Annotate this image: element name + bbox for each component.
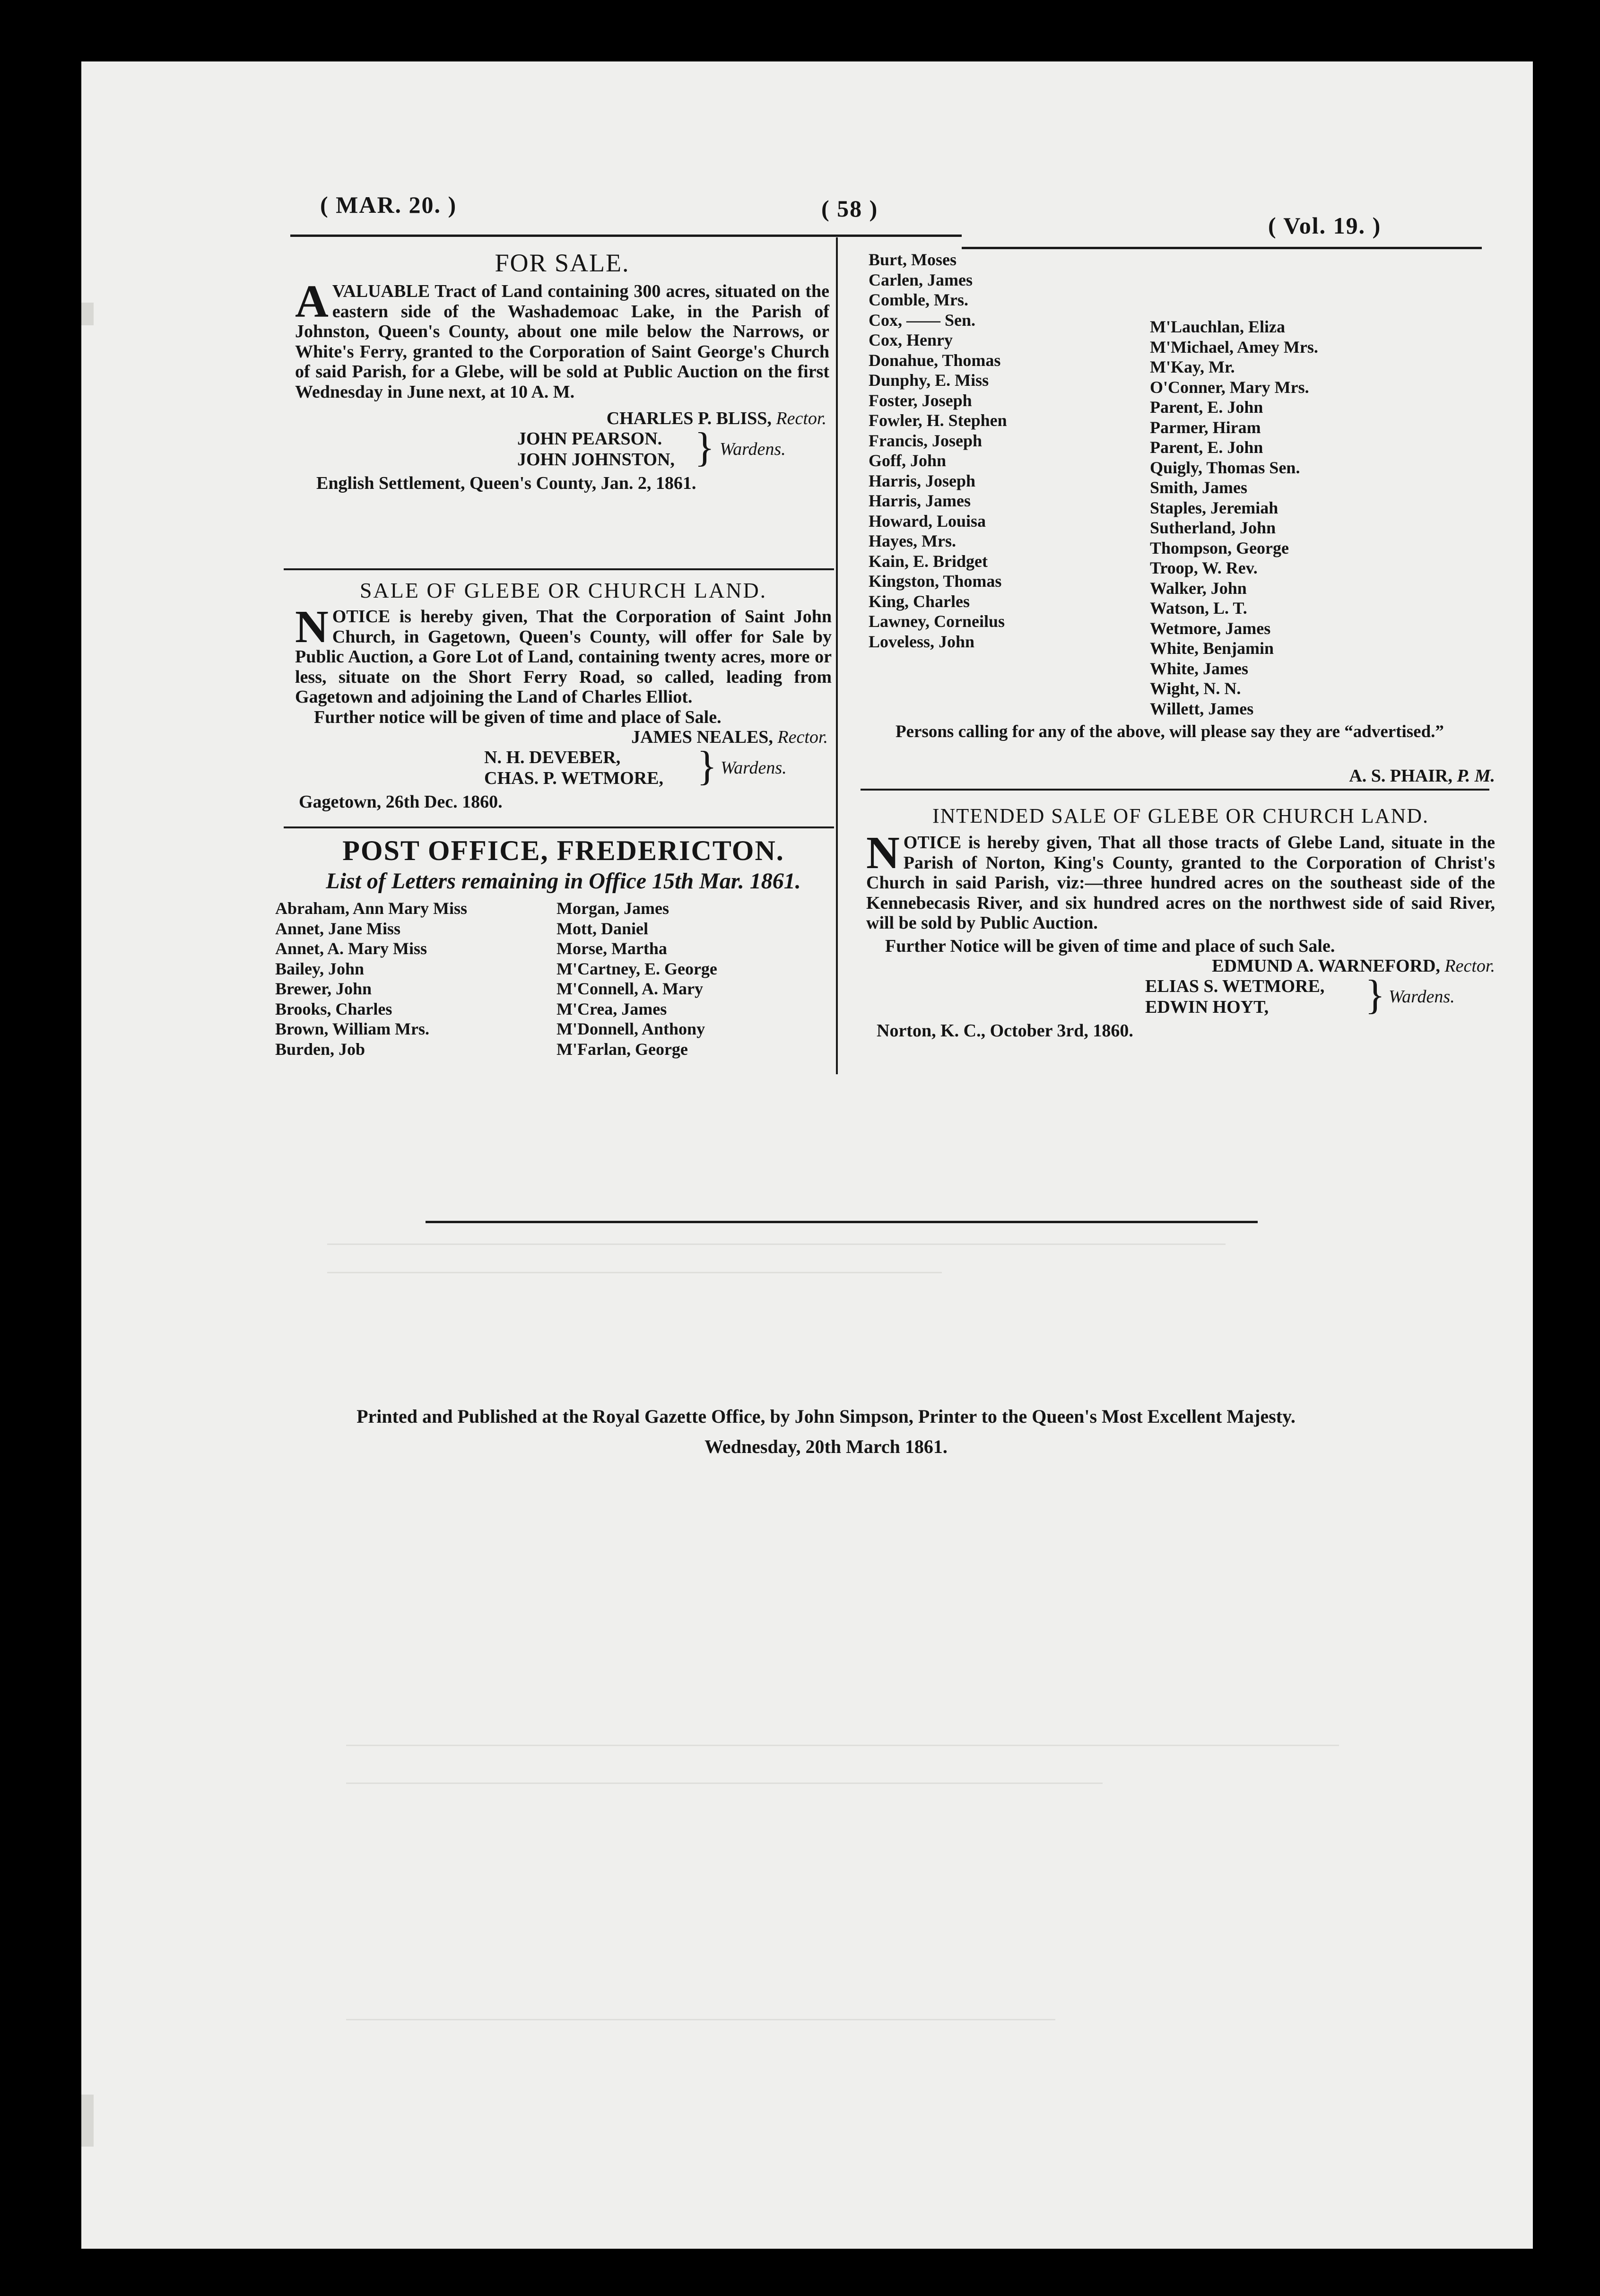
list-item: Brown, William Mrs. bbox=[275, 1019, 430, 1038]
for-sale-text: VALUABLE Tract of Land containing 300 acres, situated on the eastern side of the Washademoac Lake, in the Parish of Johnston, Queen's County, about one mile below the Narrows, or White's Ferry, granted to the Corporation of Saint George's Church of said Parish, for a Glebe, will be sold at Public Auction on the first Wednesday in June next, at 10 A. M. bbox=[295, 281, 829, 402]
list-item: Francis, Joseph bbox=[869, 431, 983, 450]
list-item: Annet, Jane Miss bbox=[275, 919, 401, 938]
list-item: Troop, W. Rev. bbox=[1150, 558, 1258, 577]
warden-name: N. H. DEVEBER, bbox=[484, 748, 621, 767]
glebe-sale-body bbox=[295, 601, 832, 707]
glebe-sale-further: Further notice will be given of time and place of Sale. bbox=[314, 707, 722, 727]
list-item: M'Connell, A. Mary bbox=[557, 979, 703, 998]
drop-cap: N bbox=[295, 601, 329, 652]
wardens-label: Wardens. bbox=[721, 758, 787, 778]
wardens-label: Wardens. bbox=[1389, 987, 1455, 1007]
list-item: Kain, E. Bridget bbox=[869, 551, 988, 571]
list-item: Parent, E. John bbox=[1150, 438, 1263, 457]
for-sale-body bbox=[295, 276, 829, 402]
intended-sale-place-date: Norton, K. C., October 3rd, 1860. bbox=[877, 1021, 1133, 1041]
volume-number: ( Vol. 19. ) bbox=[1268, 212, 1382, 239]
gazette-page bbox=[81, 61, 1533, 2249]
for-sale-rector bbox=[295, 409, 829, 429]
list-item: Comble, Mrs. bbox=[869, 290, 968, 309]
list-item: Walker, John bbox=[1150, 578, 1247, 598]
list-item: Brooks, Charles bbox=[275, 999, 392, 1018]
list-item: Brewer, John bbox=[275, 979, 372, 998]
rector-name: CHARLES P. BLISS, bbox=[606, 409, 772, 428]
list-item: Willett, James bbox=[1150, 699, 1254, 718]
glebe-sale-title: SALE OF GLEBE OR CHURCH LAND. bbox=[359, 578, 767, 602]
section-rule bbox=[284, 826, 834, 828]
list-item: Donahue, Thomas bbox=[869, 350, 1001, 370]
list-item: Burt, Moses bbox=[869, 250, 957, 269]
for-sale-wardens bbox=[295, 425, 829, 470]
list-item: Sutherland, John bbox=[1150, 518, 1276, 537]
list-item: Cox, —— Sen. bbox=[869, 310, 976, 330]
brace-glyph: } bbox=[695, 425, 715, 470]
list-item: Wetmore, James bbox=[1150, 618, 1271, 638]
list-item: Wight, N. N. bbox=[1150, 679, 1241, 698]
postmaster-signature bbox=[1169, 766, 1495, 786]
page-number: ( 58 ) bbox=[821, 195, 878, 222]
list-item: White, Benjamin bbox=[1150, 639, 1274, 658]
for-sale-title: FOR SALE. bbox=[495, 249, 630, 277]
intended-sale-body bbox=[866, 827, 1495, 933]
brace-glyph: } bbox=[697, 743, 717, 789]
list-item: Lawney, Corneilus bbox=[869, 612, 1005, 631]
list-item: Quigly, Thomas Sen. bbox=[1150, 458, 1300, 477]
post-office-note: Persons calling for any of the above, will please say they are “advertised.” bbox=[896, 722, 1444, 741]
glebe-sale-wardens bbox=[295, 743, 832, 789]
rector-title: Rector. bbox=[1444, 956, 1495, 976]
list-item: Harris, Joseph bbox=[869, 471, 976, 490]
list-item: Fowler, H. Stephen bbox=[869, 411, 1007, 430]
list-item: Morse, Martha bbox=[557, 939, 667, 958]
list-item: M'Farlan, George bbox=[557, 1039, 688, 1059]
warden-name: CHAS. P. WETMORE, bbox=[484, 768, 664, 788]
list-item: Morgan, James bbox=[557, 899, 669, 918]
closing-rule bbox=[426, 1221, 1258, 1223]
glebe-sale-place-date: Gagetown, 26th Dec. 1860. bbox=[299, 792, 503, 812]
list-item: M'Kay, Mr. bbox=[1150, 357, 1235, 376]
glebe-sale-text: OTICE is hereby given, That the Corporation of Saint John Church, in Gagetown, Queen's County, will offer for Sale by Public Auction, a Gore Lot of Land, containing twenty acres, more or less, situate on the Short Ferry Road, so called, leading from Gagetown and adjoining the Land of Charles Elliot. bbox=[295, 607, 832, 707]
section-rule bbox=[861, 789, 1489, 791]
list-item: Thompson, George bbox=[1150, 538, 1289, 557]
drop-cap: A bbox=[295, 276, 329, 327]
left-edge-mark bbox=[81, 2095, 94, 2147]
list-item: Abraham, Ann Mary Miss bbox=[275, 899, 468, 918]
section-rule bbox=[284, 568, 834, 570]
warden-name: EDWIN HOYT, bbox=[1145, 997, 1269, 1017]
list-item: Goff, John bbox=[869, 451, 947, 470]
intended-sale-further: Further Notice will be given of time and place of such Sale. bbox=[885, 936, 1335, 956]
list-item: M'Lauchlan, Eliza bbox=[1150, 317, 1286, 336]
list-item: Kingston, Thomas bbox=[869, 572, 1002, 591]
list-item: King, Charles bbox=[869, 591, 970, 611]
rector-title: Rector. bbox=[777, 727, 828, 747]
issue-date: ( MAR. 20. ) bbox=[320, 191, 457, 218]
column-divider bbox=[836, 237, 838, 1074]
glebe-sale-rector bbox=[295, 727, 832, 748]
list-item: Mott, Daniel bbox=[557, 919, 648, 938]
rector-name: EDMUND A. WARNEFORD, bbox=[1212, 956, 1440, 976]
postmaster-name: A. S. PHAIR, bbox=[1349, 766, 1452, 786]
list-item: Howard, Louisa bbox=[869, 511, 986, 531]
list-item: Parent, E. John bbox=[1150, 398, 1263, 417]
intended-sale-wardens bbox=[866, 972, 1495, 1018]
for-sale-notice bbox=[295, 248, 829, 494]
list-item: Parmer, Hiram bbox=[1150, 417, 1261, 437]
list-item: Loveless, John bbox=[869, 632, 975, 651]
list-item: M'Donnell, Anthony bbox=[557, 1019, 705, 1038]
intended-sale-rector bbox=[866, 956, 1495, 976]
header-rule bbox=[290, 235, 962, 237]
post-office-subtitle: List of Letters remaining in Office 15th Mar. 1861. bbox=[326, 869, 801, 894]
letters-column-1 bbox=[275, 898, 467, 1059]
imprint-line-2: Wednesday, 20th March 1861. bbox=[704, 1436, 948, 1457]
list-item: Watson, L. T. bbox=[1150, 599, 1247, 617]
list-item: M'Michael, Amey Mrs. bbox=[1150, 337, 1318, 357]
list-item: Staples, Jeremiah bbox=[1150, 498, 1278, 517]
list-item: Harris, James bbox=[869, 491, 971, 510]
list-item: Hayes, Mrs. bbox=[869, 531, 956, 550]
list-item: Burden, Job bbox=[275, 1039, 365, 1059]
list-item: Cox, Henry bbox=[869, 330, 953, 349]
post-office-title: POST OFFICE, FREDERICTON. bbox=[342, 835, 784, 866]
warden-name: JOHN PEARSON. bbox=[517, 429, 662, 449]
list-item: Foster, Joseph bbox=[869, 391, 972, 410]
warden-name: JOHN JOHNSTON, bbox=[517, 450, 675, 470]
letters-column-3 bbox=[869, 250, 1007, 652]
list-item: Carlen, James bbox=[869, 270, 973, 289]
list-item: Annet, A. Mary Miss bbox=[275, 939, 427, 958]
brace-glyph: } bbox=[1365, 972, 1385, 1018]
letters-column-4 bbox=[1150, 317, 1318, 719]
list-item: Bailey, John bbox=[275, 959, 365, 978]
list-item: White, James bbox=[1150, 659, 1248, 678]
rector-name: JAMES NEALES, bbox=[631, 727, 773, 747]
intended-sale-title: INTENDED SALE OF GLEBE OR CHURCH LAND. bbox=[932, 804, 1429, 827]
list-item: Smith, James bbox=[1150, 478, 1247, 497]
warden-name: ELIAS S. WETMORE, bbox=[1145, 976, 1325, 996]
list-item: Dunphy, E. Miss bbox=[869, 371, 989, 390]
list-item: M'Crea, James bbox=[557, 999, 667, 1018]
list-item: M'Cartney, E. George bbox=[557, 959, 717, 978]
drop-cap: N bbox=[866, 827, 900, 878]
rector-title: Rector. bbox=[776, 409, 826, 428]
letters-column-2 bbox=[557, 898, 717, 1059]
for-sale-place-date: English Settlement, Queen's County, Jan. 2, 1861. bbox=[316, 473, 696, 493]
postmaster-title: P. M. bbox=[1457, 766, 1495, 786]
wardens-label: Wardens. bbox=[720, 439, 786, 459]
header-rule-right bbox=[962, 247, 1482, 249]
intended-sale-notice bbox=[866, 804, 1495, 1041]
intended-sale-text: OTICE is hereby given, That all those tracts of Glebe Land, situate in the Parish of Norton, King's County, granted to the Corporation of Christ's Church in said Parish, viz:—three hundred acres on the southeast side of the Kennebecasis River, and six hundred acres on the northwest side of said River, will be sold by Public Auction. bbox=[866, 833, 1495, 933]
list-item: O'Conner, Mary Mrs. bbox=[1150, 377, 1309, 397]
imprint-line-1: Printed and Published at the Royal Gazette Office, by John Simpson, Printer to the Queen's Most Excellent Majesty. bbox=[357, 1406, 1296, 1427]
left-edge-mark bbox=[81, 303, 94, 325]
glebe-sale-notice bbox=[295, 578, 832, 812]
